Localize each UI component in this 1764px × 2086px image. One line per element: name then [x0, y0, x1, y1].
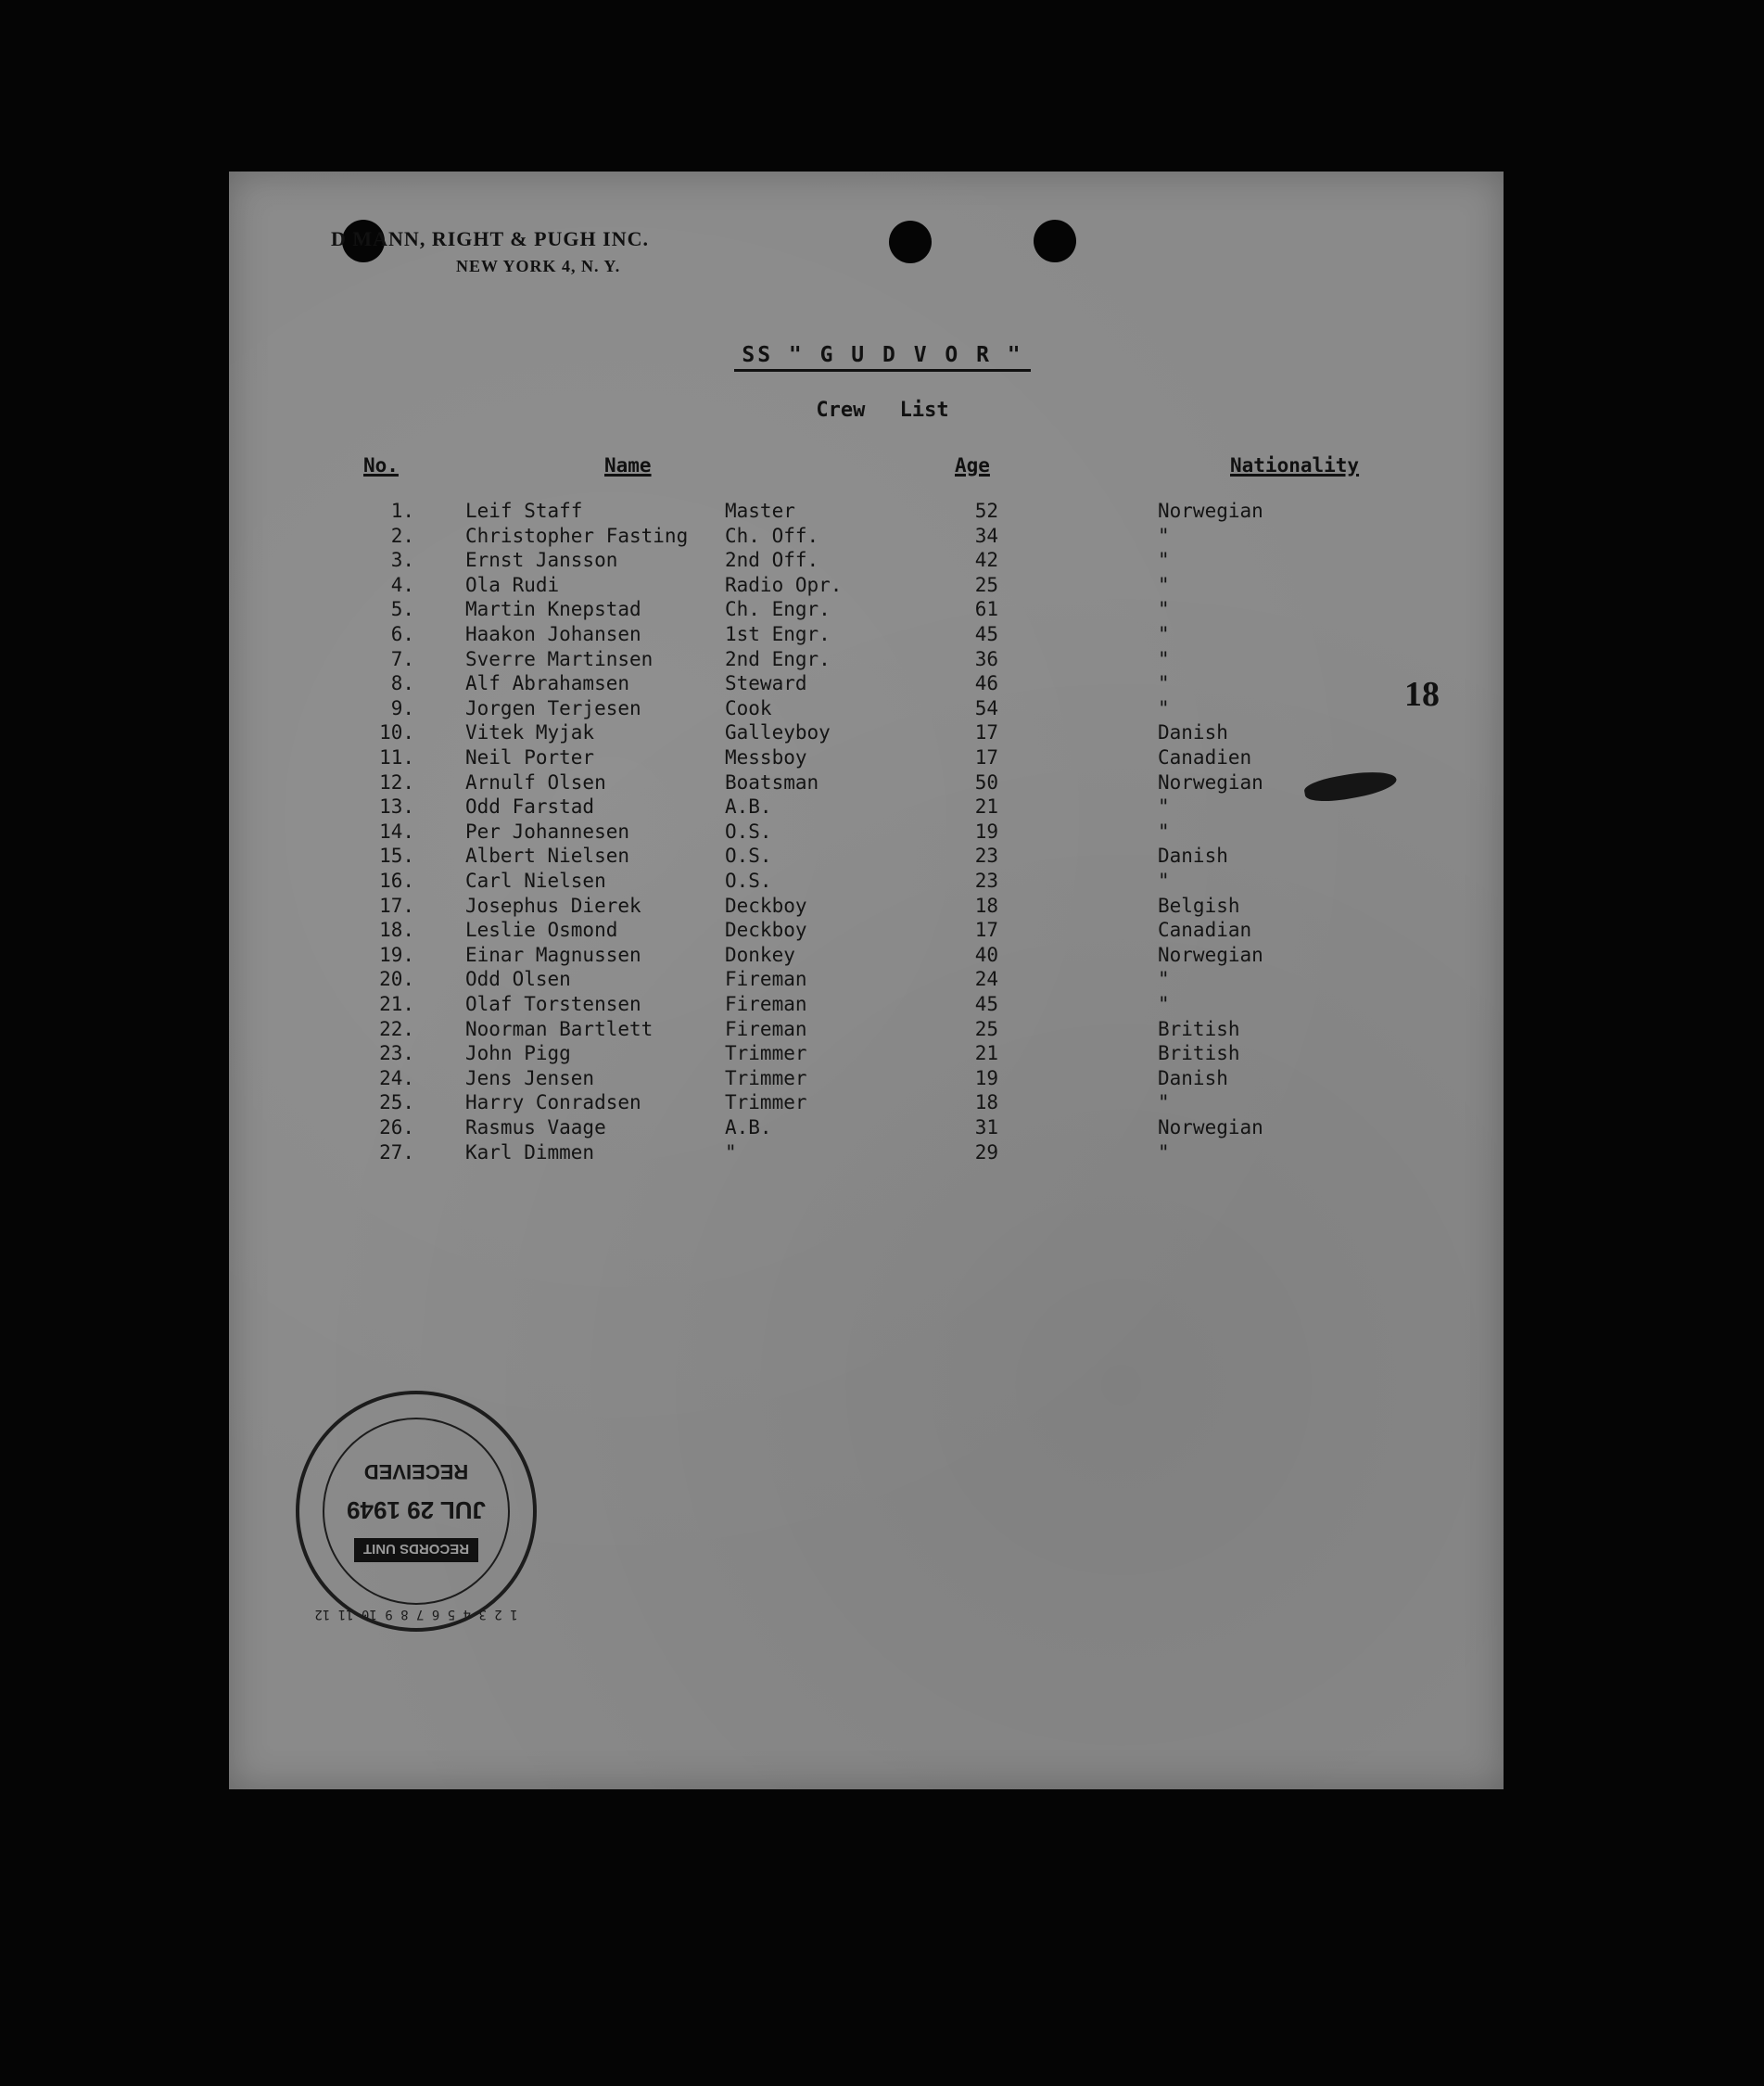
crew-name: Christopher Fasting: [465, 524, 689, 547]
crew-rank: A.B.: [725, 795, 772, 819]
table-row: [229, 697, 1504, 721]
crew-no: 27.: [379, 1140, 414, 1164]
crew-name: Alf Abrahamsen: [465, 672, 630, 695]
crew-rank: Deckboy: [725, 919, 807, 942]
crew-name: Josephus Dierek: [465, 894, 641, 917]
crew-nationality: ": [1158, 598, 1170, 621]
crew-no: 21.: [379, 993, 414, 1015]
crew-no: 13.: [379, 795, 414, 819]
crew-age: 25: [974, 573, 998, 596]
crew-no: 5.: [390, 598, 414, 621]
stamp-ring-digits: 1 2 3 4 5 6 7 8 9 10 11 12: [314, 1607, 518, 1622]
column-header-age: Age: [955, 454, 990, 477]
crew-age: 40: [974, 943, 998, 966]
crew-age: 18: [974, 1091, 998, 1114]
crew-rank: Donkey: [725, 943, 795, 966]
table-row: [229, 1042, 1504, 1066]
punch-hole: [889, 221, 932, 263]
crew-nationality: ": [1158, 672, 1170, 695]
document-page: [229, 172, 1504, 1789]
crew-nationality: Belgish: [1158, 894, 1240, 917]
crew-name: Einar Magnussen: [465, 943, 641, 966]
crew-name: Per Johannesen: [465, 820, 630, 843]
crew-rank: Deckboy: [725, 894, 807, 917]
crew-no: 23.: [379, 1042, 414, 1065]
crew-age: 25: [974, 1017, 998, 1040]
crew-age: 46: [974, 672, 998, 695]
crew-name: Leif Staff: [465, 500, 583, 522]
table-row: [229, 993, 1504, 1017]
table-row: [229, 648, 1504, 672]
crew-no: 7.: [390, 647, 414, 670]
crew-no: 10.: [379, 721, 414, 744]
crew-age: 29: [974, 1140, 998, 1164]
crew-name: Karl Dimmen: [465, 1140, 595, 1164]
crew-nationality: ": [1158, 795, 1170, 819]
crew-no: 4.: [390, 573, 414, 596]
crew-rank: Fireman: [725, 993, 807, 1015]
crew-rank: Radio Opr.: [725, 573, 843, 596]
crew-name: Ola Rudi: [465, 573, 560, 596]
crew-no: 20.: [379, 968, 414, 991]
crew-age: 18: [974, 894, 998, 917]
crew-nationality: ": [1158, 993, 1170, 1015]
crew-age: 23: [974, 845, 998, 868]
crew-name: Rasmus Vaage: [465, 1116, 606, 1138]
crew-nationality: ": [1158, 549, 1170, 572]
crew-name: Haakon Johansen: [465, 623, 641, 645]
crew-name: Leslie Osmond: [465, 919, 618, 942]
crew-nationality: Norwegian: [1158, 1116, 1263, 1138]
crew-name: Jens Jensen: [465, 1066, 595, 1089]
crew-age: 52: [974, 500, 998, 522]
crew-no: 15.: [379, 845, 414, 868]
crew-nationality: ": [1158, 870, 1170, 892]
table-row: [229, 820, 1504, 845]
table-row: [229, 1116, 1504, 1140]
ship-title: SS " G U D V O R ": [734, 343, 1031, 372]
crew-age: 21: [974, 795, 998, 819]
crew-nationality: ": [1158, 1140, 1170, 1164]
crew-age: 36: [974, 647, 998, 670]
crew-nationality: Canadian: [1158, 919, 1252, 942]
crew-nationality: ": [1158, 623, 1170, 645]
crew-name: Noorman Bartlett: [465, 1017, 654, 1040]
crew-rank: 2nd Engr.: [725, 647, 831, 670]
table-row: [229, 968, 1504, 992]
crew-age: 54: [974, 696, 998, 719]
crew-no: 9.: [390, 696, 414, 719]
table-row: [229, 500, 1504, 524]
crew-age: 24: [974, 968, 998, 991]
stamp-date: JUL 29 1949: [347, 1496, 486, 1524]
crew-list-heading: Crew List: [816, 399, 949, 422]
crew-rank: Messboy: [725, 746, 807, 769]
stamp-records-unit: RECORDS UNIT: [362, 1541, 470, 1557]
crew-nationality: Norwegian: [1158, 943, 1263, 966]
crew-rank: O.S.: [725, 820, 772, 843]
crew-rank: Trimmer: [725, 1042, 807, 1065]
crew-no: 3.: [390, 549, 414, 572]
page-number: 18: [1404, 675, 1440, 714]
crew-name: Carl Nielsen: [465, 870, 606, 892]
crew-no: 2.: [390, 524, 414, 547]
column-header-nationality: Nationality: [1230, 454, 1360, 477]
crew-name: Odd Olsen: [465, 968, 571, 991]
crew-no: 14.: [379, 820, 414, 843]
crew-age: 45: [974, 623, 998, 645]
crew-rank: Master: [725, 500, 795, 522]
crew-nationality: British: [1158, 1042, 1240, 1065]
crew-no: 16.: [379, 870, 414, 892]
table-row: [229, 1091, 1504, 1115]
crew-nationality: Danish: [1158, 845, 1228, 868]
crew-name: Martin Knepstad: [465, 598, 641, 621]
column-header-no: No.: [363, 454, 399, 477]
crew-age: 23: [974, 870, 998, 892]
crew-name: Vitek Myjak: [465, 721, 595, 744]
crew-name: Odd Farstad: [465, 795, 595, 819]
crew-nationality: Danish: [1158, 1066, 1228, 1089]
table-row: [229, 574, 1504, 598]
crew-nationality: British: [1158, 1017, 1240, 1040]
crew-rank: Trimmer: [725, 1091, 807, 1114]
crew-nationality: Canadien: [1158, 746, 1252, 769]
crew-no: 22.: [379, 1017, 414, 1040]
punch-hole: [1034, 220, 1076, 262]
crew-age: 17: [974, 919, 998, 942]
crew-name: Neil Porter: [465, 746, 595, 769]
crew-age: 17: [974, 746, 998, 769]
crew-rank: Steward: [725, 672, 807, 695]
crew-name: Harry Conradsen: [465, 1091, 641, 1114]
table-row: [229, 1141, 1504, 1165]
received-stamp-graphic: [291, 1386, 541, 1636]
crew-no: 19.: [379, 943, 414, 966]
crew-no: 8.: [390, 672, 414, 695]
crew-no: 26.: [379, 1116, 414, 1138]
crew-nationality: ": [1158, 820, 1170, 843]
table-row: [229, 870, 1504, 894]
crew-nationality: Norwegian: [1158, 770, 1263, 794]
crew-rank: Ch. Engr.: [725, 598, 831, 621]
crew-no: 24.: [379, 1066, 414, 1089]
crew-name: Albert Nielsen: [465, 845, 630, 868]
crew-no: 12.: [379, 770, 414, 794]
crew-rank: Boatsman: [725, 770, 819, 794]
crew-age: 61: [974, 598, 998, 621]
table-row: [229, 549, 1504, 573]
crew-name: Ernst Jansson: [465, 549, 618, 572]
crew-name: Jorgen Terjesen: [465, 696, 641, 719]
table-row: [229, 895, 1504, 919]
table-row: [229, 919, 1504, 943]
crew-nationality: Danish: [1158, 721, 1228, 744]
crew-rank: ": [725, 1140, 737, 1164]
stamp-received: RECEIVED: [363, 1460, 469, 1483]
crew-no: 25.: [379, 1091, 414, 1114]
letterhead-company: D MANN, RIGHT & PUGH INC.: [331, 227, 649, 250]
crew-age: 31: [974, 1116, 998, 1138]
crew-no: 18.: [379, 919, 414, 942]
table-row: [229, 845, 1504, 869]
crew-age: 21: [974, 1042, 998, 1065]
crew-rank: O.S.: [725, 870, 772, 892]
table-row: [229, 1018, 1504, 1042]
crew-rank: Ch. Off.: [725, 524, 819, 547]
crew-age: 19: [974, 820, 998, 843]
crew-rank: Galleyboy: [725, 721, 831, 744]
table-row: [229, 746, 1504, 770]
crew-no: 17.: [379, 894, 414, 917]
crew-nationality: ": [1158, 573, 1170, 596]
crew-name: Arnulf Olsen: [465, 770, 606, 794]
crew-name: Olaf Torstensen: [465, 993, 641, 1015]
crew-rank: 2nd Off.: [725, 549, 819, 572]
table-row: [229, 721, 1504, 745]
table-row: [229, 1067, 1504, 1091]
crew-rank: Fireman: [725, 1017, 807, 1040]
crew-name: John Pigg: [465, 1042, 571, 1065]
crew-no: 1.: [390, 500, 414, 522]
crew-rank: 1st Engr.: [725, 623, 831, 645]
crew-rank: Fireman: [725, 968, 807, 991]
crew-name: Sverre Martinsen: [465, 647, 654, 670]
crew-nationality: ": [1158, 524, 1170, 547]
crew-age: 19: [974, 1066, 998, 1089]
crew-no: 11.: [379, 746, 414, 769]
crew-age: 50: [974, 770, 998, 794]
crew-age: 45: [974, 993, 998, 1015]
table-row: [229, 525, 1504, 549]
crew-rank: O.S.: [725, 845, 772, 868]
table-row: [229, 598, 1504, 622]
received-stamp: [291, 1386, 541, 1636]
crew-nationality: ": [1158, 647, 1170, 670]
table-row: [229, 672, 1504, 696]
column-header-name: Name: [604, 454, 652, 477]
crew-age: 17: [974, 721, 998, 744]
crew-nationality: ": [1158, 696, 1170, 719]
crew-nationality: ": [1158, 1091, 1170, 1114]
crew-rank: A.B.: [725, 1116, 772, 1138]
crew-rank: Trimmer: [725, 1066, 807, 1089]
table-row: [229, 623, 1504, 647]
crew-nationality: ": [1158, 968, 1170, 991]
crew-rank: Cook: [725, 696, 772, 719]
letterhead-address: NEW YORK 4, N. Y.: [456, 257, 621, 275]
crew-age: 42: [974, 549, 998, 572]
crew-no: 6.: [390, 623, 414, 645]
crew-age: 34: [974, 524, 998, 547]
crew-nationality: Norwegian: [1158, 500, 1263, 522]
table-row: [229, 944, 1504, 968]
